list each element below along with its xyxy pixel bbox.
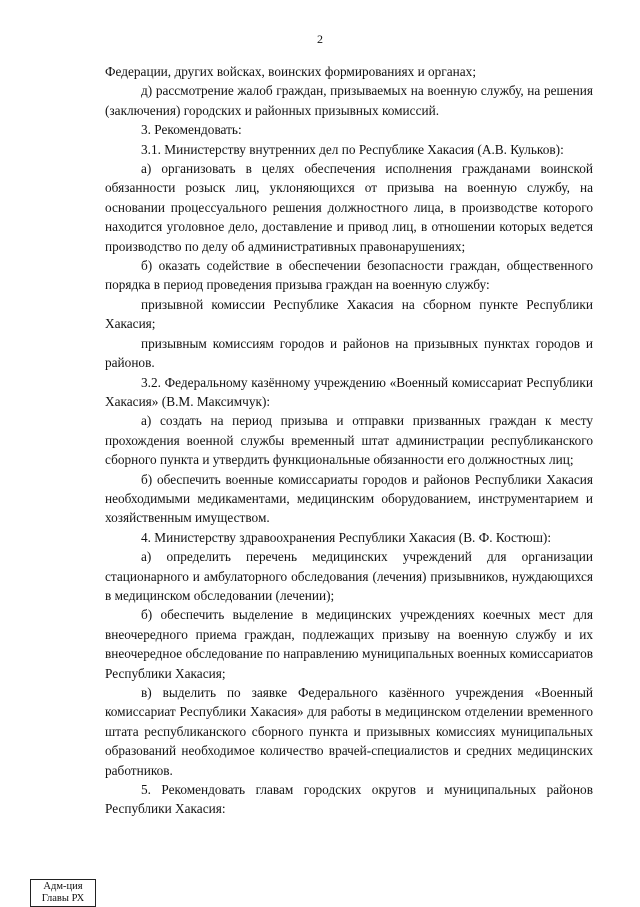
paragraph: 5. Рекомендовать главам городских округов и муниципальных районов Республики Хакасия: [105,782,593,817]
paragraph: б) обеспечить выделение в медицинских учреждениях коечных мест для внеочередного приема граждан, подлежащих призыву на военную службу и их внеочередное обследование по направлению муниципальных военных комиссариатов Республики Хакасия; [105,607,593,681]
office-stamp [30,879,96,907]
paragraph: 3.2. Федеральному казённому учреждению «Военный комиссариат Республики Хакасия» (В.М. Максимчук): [105,374,593,409]
paragraph: а) организовать в целях обеспечения исполнения гражданами воинской обязанности розыск лиц, уклоняющихся от призыва на военную службу, на основании процессуального решения должностного лица, в производстве которого находится уголовное дело, доставление и привод лиц, в отношении которых ведется производство по делу об административных правонарушениях; [105,161,593,254]
paragraph: 3.1. Министерству внутренних дел по Республике Хакасия (А.В. Кульков): [141,141,564,157]
paragraph: 3. Рекомендовать: [141,122,242,138]
paragraph: 4. Министерству здравоохранения Республики Хакасия (В. Ф. Костюш): [141,529,552,545]
stamp-line: Главы РХ [41,893,85,904]
document-body [105,62,593,819]
paragraph: д) рассмотрение жалоб граждан, призываемых на военную службу, на решения (заключения) городских и районных призывных комиссий. [105,83,593,118]
paragraph: в) выделить по заявке Федерального казённого учреждения «Военный комиссариат Республики Хакасия» для работы в медицинском отделении временного штата республиканского сборного пункта и призывных комиссиях муниципальных образований необходимое количество врачей-специалистов и средних медицинских работников. [105,685,593,778]
paragraph: б) оказать содействие в обеспечении безопасности граждан, общественного порядка в период проведения призыва граждан на военную службу: [105,258,593,293]
paragraph: б) обеспечить военные комиссариаты городов и районов Республики Хакасия необходимыми медикаментами, медицинским оборудованием, инструментарием и хозяйственным имуществом. [105,471,593,526]
paragraph: Федерации, других войсках, воинских формированиях и органах; [105,64,477,79]
page-number: 2 [317,32,323,46]
paragraph: призывной комиссии Республике Хакасия на сборном пункте Республики Хакасия; [105,296,593,332]
paragraph: призывным комиссиям городов и районов на призывных пунктах городов и районов. [105,335,593,371]
stamp-line: Адм-ция [43,881,83,892]
paragraph: а) определить перечень медицинских учреждений для организации стационарного и амбулаторного обследования (лечения) призывников, нуждающихся в медицинском обследовании (лечении); [105,549,593,603]
paragraph: а) создать на период призыва и отправки призванных граждан к месту прохождения военной службы временный штат администрации республиканского сборного пункта и утвердить функциональные обязанности его должностных лиц; [105,413,593,468]
